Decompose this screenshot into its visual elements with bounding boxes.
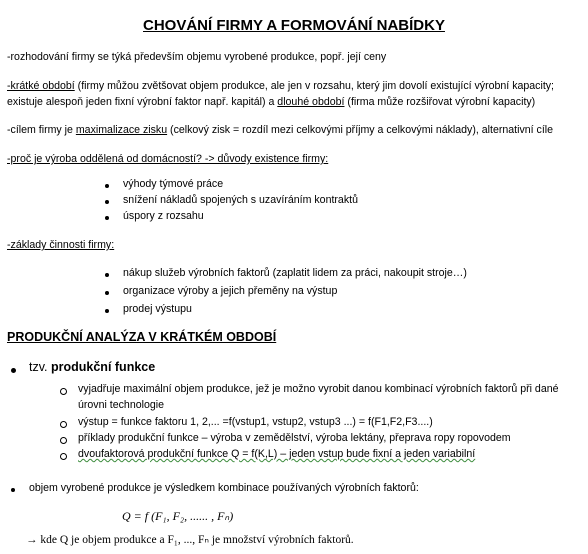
formula-note: → kde Q je objem produkce a F₁, ..., Fₙ je množství výrobních faktorů.: [26, 534, 354, 546]
bullet-dot: [105, 184, 109, 188]
sub-bullet-circle: [60, 421, 67, 428]
document-title: CHOVÁNÍ FIRMY A FORMOVÁNÍ NABÍDKY: [143, 17, 445, 34]
term-long-period: dlouhé období: [277, 96, 345, 108]
list-item: snížení nákladů spojených s uzavíráním kontraktů: [123, 194, 358, 206]
paragraph-periods-line2: [7, 95, 535, 110]
paragraph-periods-line1: [7, 79, 554, 94]
term-profit-maximization: maximalizace zisku: [75, 124, 168, 136]
paragraph-output-combination: objem vyrobené produkce je výsledkem kombinace používaných výrobních faktorů:: [29, 482, 419, 494]
term-short-period: -krátké období: [7, 80, 75, 92]
bullet-dot: [11, 368, 16, 373]
short-period-text: (firmy můžou zvětšovat objem produkce, ale jen v rozsahu, který jim dovolí existující výrobní kapacity;: [74, 80, 554, 92]
subheading-production-function: [29, 360, 155, 374]
subheading-bold: produkční funkce: [51, 360, 156, 374]
list-item: organizace výroby a jejich přeměny na výstup: [123, 285, 338, 297]
sub-bullet-circle: [60, 437, 67, 444]
periods-line2-text: existuje alespoň jeden fixní výrobní faktor např. kapitál) a: [7, 96, 278, 108]
bullet-dot: [105, 273, 109, 277]
sub-item-two-factor: dvoufaktorová produkční funkce Q = f(K,L) – jeden vstup bude fixní a jeden variabilní: [78, 448, 476, 460]
bullet-dot: [11, 488, 15, 492]
production-formula: Q = f (F₁, F₂, ...... , Fₙ): [122, 509, 234, 523]
sub-bullet-circle: [60, 453, 67, 460]
subheading-prefix: tzv.: [29, 360, 51, 374]
list-item: nákup služeb výrobních faktorů (zaplatit lidem za práci, nakoupit stroje…): [123, 267, 467, 279]
list-item: úspory z rozsahu: [123, 210, 204, 222]
bullet-dot: [105, 309, 109, 313]
paragraph-why-firms: -proč je výroba oddělená od domácností? -> důvody existence firmy:: [7, 153, 329, 165]
paragraph-goal: [7, 123, 553, 138]
bullet-dot: [105, 291, 109, 295]
list-item: výhody týmové práce: [123, 178, 224, 190]
bullet-dot: [105, 200, 109, 204]
sub-item-output: výstup = funkce faktoru 1, 2,... =f(vstup1, vstup2, vstup3 ...) = f(F1,F2,F3....): [78, 416, 433, 428]
list-item: prodej výstupu: [123, 303, 192, 315]
long-period-text: (firma může rozšiřovat výrobní kapacity): [344, 96, 536, 108]
bullet-dot: [105, 216, 109, 220]
section-heading: PRODUKČNÍ ANALÝZA V KRÁTKÉM OBDOBÍ: [7, 330, 277, 344]
goal-post: (celkový zisk = rozdíl mezi celkovými příjmy a celkovými náklady), alternativní cíle: [167, 124, 554, 136]
goal-pre: -cílem firmy je: [7, 124, 76, 136]
sub-item-examples: příklady produkční funkce – výroba v zemědělství, výroba lektány, přeprava ropy ropovodem: [78, 432, 511, 444]
paragraph-decision: -rozhodování firmy se týká především objemu vyrobené produkce, popř. její ceny: [7, 51, 387, 63]
sub-bullet-circle: [60, 388, 67, 395]
sub-item-line2: úrovni technologie: [78, 399, 164, 411]
paragraph-basics: -základy činnosti firmy:: [7, 239, 115, 251]
sub-item-line1: vyjadřuje maximální objem produkce, jež je možno vyrobit danou kombinací výrobních faktorů při dané: [78, 383, 559, 395]
